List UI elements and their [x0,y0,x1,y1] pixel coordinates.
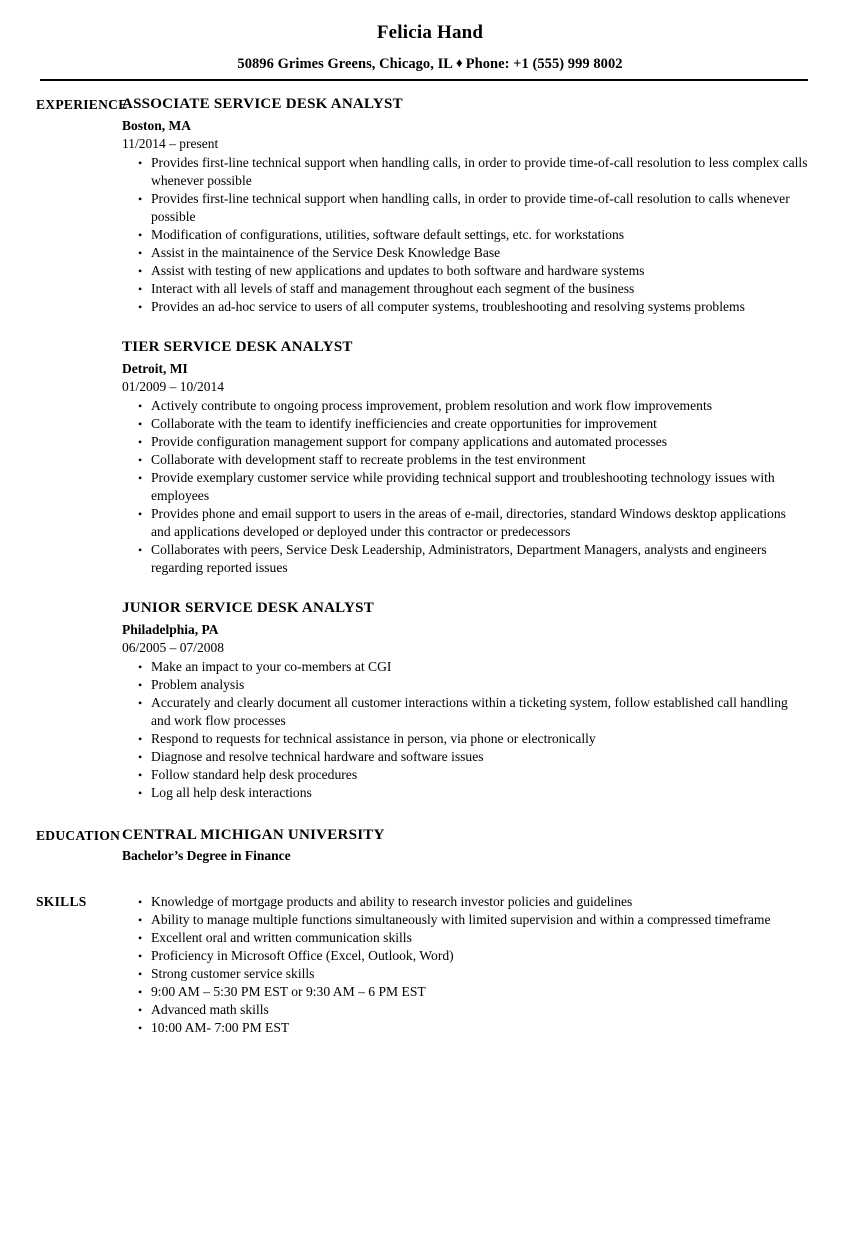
job-location: Detroit, MI [122,361,188,376]
section-skills [0,892,860,1037]
list-item: • Provide exemplary customer service while providing technical support and troubleshooting technology issues with employees [122,469,808,505]
list-item: • Respond to requests for technical assistance in person, via phone or electronically [122,730,808,748]
candidate-name: Felicia Hand [376,22,484,43]
section-label-skills: SKILLS [36,894,87,909]
list-item: • Knowledge of mortgage products and ability to research investor policies and guidelines [122,893,808,911]
experience-entry [122,95,808,316]
experience-entry [122,599,808,802]
list-item: • Follow standard help desk procedures [122,766,808,784]
list-item: • Ability to manage multiple functions simultaneously with limited supervision and within a compressed timeframe [122,911,808,929]
job-dates: 11/2014 – present [122,136,219,151]
skills-bullet-list [122,893,808,1037]
job-bullet-list [122,397,808,577]
job-location: Philadelphia, PA [122,622,219,637]
skills-body [122,892,860,1037]
job-location: Boston, MA [122,118,192,133]
section-label-experience: EXPERIENCE [36,97,128,112]
list-item: • 9:00 AM – 5:30 PM EST or 9:30 AM – 6 PM EST [122,983,808,1001]
list-item: • Provides first-line technical support when handling calls, in order to provide time-of-call resolution to less complex calls whenever possible [122,154,808,190]
list-item: • Collaborate with the team to identify inefficiencies and create opportunities for improvement [122,415,808,433]
experience-entry [122,338,808,577]
job-dates: 01/2009 – 10/2014 [122,379,225,394]
list-item: • Provides first-line technical support when handling calls, in order to provide time-of-call resolution to calls whenever possible [122,190,808,226]
list-item: • Proficiency in Microsoft Office (Excel, Outlook, Word) [122,947,808,965]
job-title: ASSOCIATE SERVICE DESK ANALYST [122,96,403,112]
resume-content [0,81,860,1037]
job-title: JUNIOR SERVICE DESK ANALYST [122,600,374,616]
phone-text: Phone: +1 (555) 999 8002 [465,56,623,72]
list-item: • Problem analysis [122,676,808,694]
contact-line [0,53,860,74]
list-item: • Provides phone and email support to users in the areas of e-mail, directories, standard Windows desktop applications and applications developed or deployed under this contractor or predecessors [122,505,808,541]
section-education [0,826,860,865]
resume-header [0,0,860,81]
job-bullet-list [122,658,808,802]
list-item: • Collaborates with peers, Service Desk Leadership, Administrators, Department Managers, analysts and engineers regarding reported issues [122,541,808,577]
list-item: • Accurately and clearly document all customer interactions within a ticketing system, follow established call handling and work flow processes [122,694,808,730]
list-item: • Assist in the maintainence of the Service Desk Knowledge Base [122,244,808,262]
job-title: TIER SERVICE DESK ANALYST [122,339,353,355]
list-item: • Make an impact to your co-members at CGI [122,658,808,676]
list-item: • Strong customer service skills [122,965,808,983]
list-item: • Modification of configurations, utilities, software default settings, etc. for workstations [122,226,808,244]
job-bullet-list [122,154,808,316]
list-item: • Diagnose and resolve technical hardware and software issues [122,748,808,766]
diamond-separator-icon: ♦ [456,55,463,70]
job-dates: 06/2005 – 07/2008 [122,640,225,655]
list-item: • Advanced math skills [122,1001,808,1019]
address-text: 50896 Grimes Greens, Chicago, IL [237,56,454,72]
school-name: CENTRAL MICHIGAN UNIVERSITY [122,827,385,843]
list-item: • Log all help desk interactions [122,784,808,802]
list-item: • Assist with testing of new applications and updates to both software and hardware systems [122,262,808,280]
list-item: • Provides an ad-hoc service to users of all computer systems, troubleshooting and resolving systems problems [122,298,808,316]
section-label-education: EDUCATION [36,828,121,843]
list-item: • Provide configuration management support for company applications and automated processes [122,433,808,451]
experience-entries [122,95,860,802]
list-item: • Collaborate with development staff to recreate problems in the test environment [122,451,808,469]
list-item: • Interact with all levels of staff and management throughout each segment of the business [122,280,808,298]
degree-name: Bachelor’s Degree in Finance [122,848,291,863]
education-entry [122,826,860,865]
list-item: • 10:00 AM- 7:00 PM EST [122,1019,808,1037]
list-item: • Actively contribute to ongoing process improvement, problem resolution and work flow improvements [122,397,808,415]
list-item: • Excellent oral and written communication skills [122,929,808,947]
section-experience [0,95,860,802]
